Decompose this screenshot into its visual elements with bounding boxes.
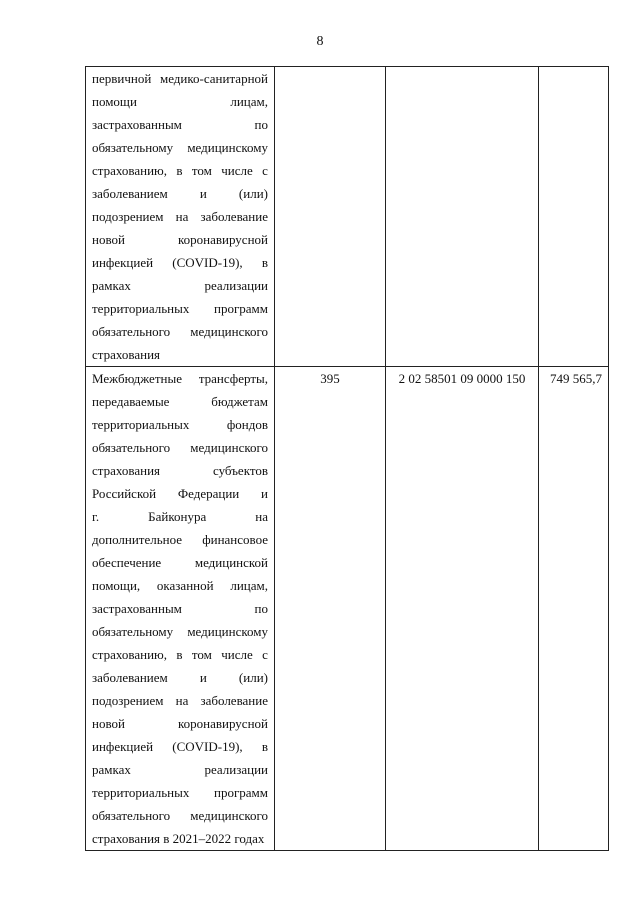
name-word: (или) bbox=[238, 670, 268, 685]
name-word: обязательному bbox=[92, 624, 174, 639]
name-word: новой bbox=[92, 716, 125, 731]
name-word: субъектов bbox=[212, 463, 268, 478]
name-line bbox=[92, 528, 268, 551]
name-word: подозрением bbox=[92, 209, 164, 224]
name-word: заболевание bbox=[200, 693, 268, 708]
name-line bbox=[92, 251, 268, 274]
name-word: обеспечение bbox=[92, 555, 162, 570]
name-line bbox=[92, 804, 268, 827]
name-line bbox=[92, 390, 268, 413]
name-word: (или) bbox=[238, 186, 268, 201]
admin-code-cell bbox=[275, 67, 386, 367]
amount-cell bbox=[539, 67, 609, 367]
name-word: страхования bbox=[92, 347, 161, 362]
name-word: в bbox=[261, 255, 268, 270]
name-word: первичной bbox=[92, 71, 152, 86]
name-word: лицам, bbox=[230, 94, 268, 109]
name-word: обязательного bbox=[92, 324, 171, 339]
name-word: по bbox=[254, 117, 268, 132]
row-name-cell bbox=[86, 367, 275, 851]
name-word: территориальных bbox=[92, 301, 190, 316]
name-word: с bbox=[262, 647, 268, 662]
name-word: медицинской bbox=[194, 555, 268, 570]
name-line bbox=[92, 113, 268, 136]
name-word: реализации bbox=[204, 278, 268, 293]
name-word: страхованию, bbox=[92, 163, 167, 178]
name-line bbox=[92, 343, 268, 366]
name-word: и bbox=[199, 186, 207, 201]
name-word: лицам, bbox=[230, 578, 268, 593]
name-word: инфекцией bbox=[92, 255, 154, 270]
name-word: в bbox=[261, 739, 268, 754]
name-line bbox=[92, 827, 268, 850]
name-word: обязательного bbox=[92, 440, 171, 455]
name-word: программ bbox=[213, 301, 268, 316]
name-line bbox=[92, 367, 268, 390]
name-word: Федерации bbox=[177, 486, 240, 501]
name-word: по bbox=[254, 601, 268, 616]
name-word: числе bbox=[221, 163, 253, 178]
name-word: медицинскому bbox=[187, 140, 268, 155]
name-word: заболевание bbox=[200, 209, 268, 224]
name-word: дополнительное bbox=[92, 532, 183, 547]
kbk-code-cell bbox=[386, 67, 539, 367]
name-line bbox=[92, 90, 268, 113]
name-word: медицинского bbox=[190, 324, 268, 339]
name-word: Межбюджетные bbox=[92, 371, 182, 386]
name-line bbox=[92, 159, 268, 182]
name-word: обязательного bbox=[92, 808, 171, 823]
budget-table bbox=[85, 66, 609, 851]
name-word: обязательному bbox=[92, 140, 174, 155]
name-line bbox=[92, 274, 268, 297]
name-line bbox=[92, 758, 268, 781]
admin-code-cell: 395 bbox=[275, 367, 386, 851]
name-line bbox=[92, 297, 268, 320]
name-word: реализации bbox=[204, 762, 268, 777]
name-word: помощи, bbox=[92, 578, 141, 593]
name-word: инфекцией bbox=[92, 739, 154, 754]
name-word: медицинского bbox=[190, 440, 268, 455]
name-line bbox=[92, 482, 268, 505]
name-line bbox=[92, 735, 268, 758]
name-line bbox=[92, 436, 268, 459]
name-word: и bbox=[261, 486, 268, 501]
name-word: в bbox=[176, 163, 183, 178]
name-word: подозрением bbox=[92, 693, 164, 708]
name-word: помощи bbox=[92, 94, 137, 109]
name-line bbox=[92, 228, 268, 251]
kbk-code-cell: 2 02 58501 09 0000 150 bbox=[386, 367, 539, 851]
name-word: рамках bbox=[92, 278, 131, 293]
row-name-text bbox=[92, 367, 268, 850]
name-word: на bbox=[255, 509, 268, 524]
name-word: на bbox=[175, 209, 189, 224]
page-number: 8 bbox=[316, 34, 324, 49]
name-line bbox=[92, 643, 268, 666]
name-word: рамках bbox=[92, 762, 131, 777]
name-line bbox=[92, 413, 268, 436]
name-word: (COVID-19), bbox=[172, 739, 243, 754]
name-word: медико-санитарной bbox=[159, 71, 268, 86]
name-line bbox=[92, 459, 268, 482]
name-word: застрахованным bbox=[92, 601, 182, 616]
name-word: страхованию, bbox=[92, 647, 167, 662]
name-word: территориальных bbox=[92, 785, 190, 800]
name-word: финансовое bbox=[202, 532, 268, 547]
name-line bbox=[92, 620, 268, 643]
name-word: территориальных bbox=[92, 417, 190, 432]
name-line bbox=[92, 205, 268, 228]
name-word: медицинскому bbox=[187, 624, 268, 639]
name-word: заболеванием bbox=[92, 186, 168, 201]
name-word: бюджетам bbox=[211, 394, 268, 409]
name-line bbox=[92, 712, 268, 735]
name-line bbox=[92, 689, 268, 712]
name-line bbox=[92, 781, 268, 804]
name-word: коронавирусной bbox=[178, 716, 268, 731]
name-word: и bbox=[199, 670, 207, 685]
name-word: программ bbox=[213, 785, 268, 800]
name-word: г. bbox=[92, 509, 100, 524]
name-line bbox=[92, 182, 268, 205]
name-line bbox=[92, 574, 268, 597]
name-line bbox=[92, 597, 268, 620]
name-line bbox=[92, 67, 268, 90]
name-word: застрахованным bbox=[92, 117, 182, 132]
table-row bbox=[86, 367, 609, 851]
name-word: том bbox=[191, 163, 212, 178]
name-word: фондов bbox=[226, 417, 268, 432]
name-line bbox=[92, 505, 268, 528]
name-line bbox=[92, 551, 268, 574]
name-word: том bbox=[191, 647, 212, 662]
name-line bbox=[92, 666, 268, 689]
name-word: новой bbox=[92, 232, 125, 247]
amount-cell: 749 565,7 bbox=[539, 367, 609, 851]
name-word: на bbox=[175, 693, 189, 708]
name-word: числе bbox=[221, 647, 253, 662]
name-line bbox=[92, 320, 268, 343]
name-word: заболеванием bbox=[92, 670, 168, 685]
name-word: Российской bbox=[92, 486, 157, 501]
table-row bbox=[86, 67, 609, 367]
name-word: трансферты, bbox=[198, 371, 268, 386]
name-word: коронавирусной bbox=[178, 232, 268, 247]
name-word: Байконура bbox=[148, 509, 207, 524]
row-name-text bbox=[92, 67, 268, 366]
name-word: оказанной bbox=[156, 578, 214, 593]
name-word: медицинского bbox=[190, 808, 268, 823]
name-word: в bbox=[176, 647, 183, 662]
name-word: страхования в 2021–2022 годах bbox=[92, 831, 265, 846]
name-word: с bbox=[262, 163, 268, 178]
name-word: страхования bbox=[92, 463, 161, 478]
row-name-cell bbox=[86, 67, 275, 367]
name-line bbox=[92, 136, 268, 159]
name-word: передаваемые bbox=[92, 394, 170, 409]
name-word: (COVID-19), bbox=[172, 255, 243, 270]
